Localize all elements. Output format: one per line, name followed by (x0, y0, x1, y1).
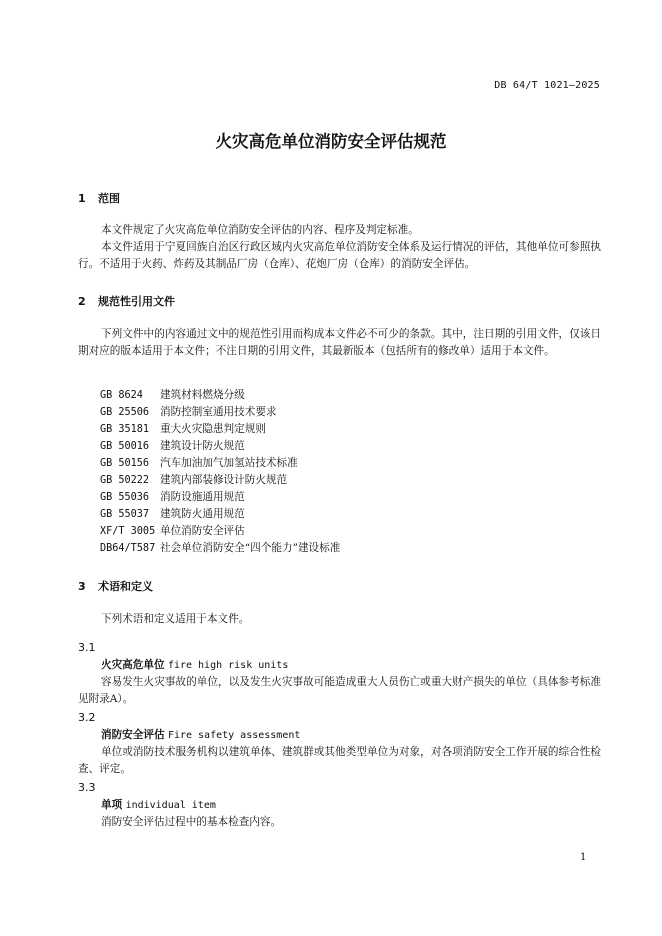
reference-code: GB 35181 (100, 424, 150, 435)
term-number: 3.1 (78, 641, 96, 654)
refs-intro-paragraph: 下列文件中的内容通过文中的规范性引用而构成本文件必不可少的条款。其中，注日期的引用文件，仅该日期对应的版本适用于本文件；不注日期的引用文件，其最新版本（包括所有的修改单）适用于本文件。 (78, 328, 601, 357)
reference-title: 建筑材料燃烧分级 (160, 389, 245, 401)
term-definition: 容易发生火灾事故的单位，以及发生火灾事故可能造成重大人员伤亡或重大财产损失的单位（具体参考标准见附录A）。 (78, 676, 601, 705)
reference-title: 消防设施通用规范 (160, 491, 245, 503)
reference-item (100, 387, 245, 402)
document-number: DB 64/T 1021—2025 (494, 80, 600, 91)
reference-code: GB 25506 (100, 407, 150, 418)
reference-title: 消防控制室通用技术要求 (160, 406, 277, 418)
reference-item (100, 472, 287, 487)
term-english: individual item (125, 800, 216, 811)
reference-item (100, 540, 340, 555)
section-title: 规范性引用文件 (98, 295, 175, 308)
term-heading (101, 657, 288, 672)
reference-title: 单位消防安全评估 (160, 525, 245, 537)
reference-item (100, 523, 245, 538)
section-1-heading (78, 190, 120, 206)
term-name: 消防安全评估 (101, 729, 165, 741)
reference-title: 社会单位消防安全“四个能力”建设标准 (160, 542, 341, 554)
reference-code: XF/T 3005 (100, 526, 156, 537)
reference-title: 重大火灾隐患判定规则 (160, 423, 266, 435)
reference-code: GB 50016 (100, 441, 150, 452)
scope-paragraph-2: 本文件适用于宁夏回族自治区行政区域内火灾高危单位消防安全体系及运行情况的评估，其他单位可参照执行。不适用于火药、炸药及其制品厂房（仓库）、花炮厂房（仓库）的消防安全评估。 (78, 241, 601, 270)
reference-item (100, 489, 245, 504)
section-2-heading (78, 293, 175, 309)
term-heading (101, 797, 216, 812)
page-title: 火灾高危单位消防安全评估规范 (215, 132, 447, 151)
reference-item (100, 421, 266, 436)
term-heading (101, 727, 300, 742)
section-3-heading (78, 578, 153, 594)
section-number: 3 (78, 580, 86, 593)
page-number: 1 (580, 852, 587, 863)
reference-item (100, 404, 277, 419)
term-definition: 单位或消防技术服务机构以建筑单体、建筑群或其他类型单位为对象，对各项消防安全工作开展的综合性检查、评定。 (78, 746, 601, 775)
reference-code: GB 50222 (100, 475, 150, 486)
term-number: 3.2 (78, 711, 96, 724)
reference-code: GB 55037 (100, 509, 150, 520)
section-number: 2 (78, 295, 86, 308)
reference-item (100, 506, 245, 521)
term-definition: 消防安全评估过程中的基本检查内容。 (101, 816, 282, 828)
section-title: 术语和定义 (98, 580, 153, 593)
reference-title: 建筑内部装修设计防火规范 (160, 474, 288, 486)
term-english: Fire safety assessment (167, 730, 301, 741)
terms-intro-paragraph: 下列术语和定义适用于本文件。 (101, 613, 250, 625)
term-name: 单项 (101, 799, 123, 811)
reference-code: DB64/T587 (100, 543, 156, 554)
reference-item (100, 455, 298, 470)
reference-item (100, 438, 245, 453)
reference-title: 汽车加油加气加氢站技术标准 (160, 457, 298, 469)
reference-code: GB 8624 (100, 390, 143, 401)
reference-code: GB 50156 (100, 458, 150, 469)
term-number: 3.3 (78, 781, 96, 794)
section-title: 范围 (98, 192, 120, 205)
reference-title: 建筑设计防火规范 (160, 440, 245, 452)
reference-code: GB 55036 (100, 492, 150, 503)
scope-paragraph-1: 本文件规定了火灾高危单位消防安全评估的内容、程序及判定标准。 (101, 224, 419, 236)
reference-title: 建筑防火通用规范 (160, 508, 245, 520)
term-english: fire high risk units (167, 660, 289, 671)
section-number: 1 (78, 192, 86, 205)
term-name: 火灾高危单位 (101, 659, 165, 671)
